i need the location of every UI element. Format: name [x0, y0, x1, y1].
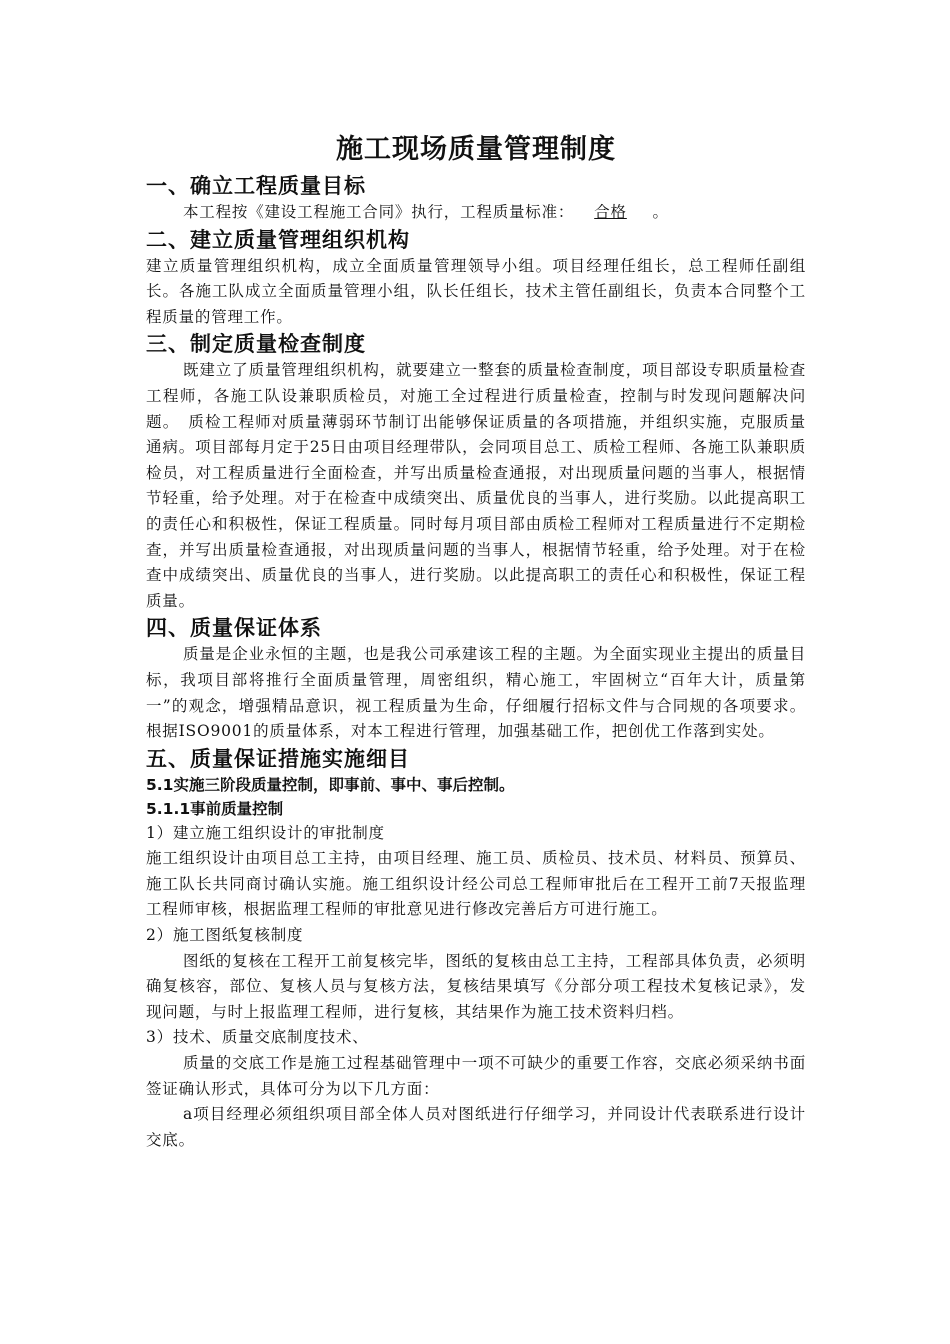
- item-3-body: 质量的交底工作是施工过程基础管理中一项不可缺少的重要工作容，交底必须采纳书面签证确认形式，具体可分为以下几方面：: [146, 1054, 806, 1098]
- section-2-paragraph: 建立质量管理组织机构，成立全面质量管理领导小组。项目经理任组长，总工程师任副组长。各施工队成立全面质量管理小组，队长任组长，技术主管任副组长，负责本合同整个工程质量的管理工作。: [146, 256, 806, 326]
- section-4-paragraph: 质量是企业永恒的主题，也是我公司承建该工程的主题。为全面实现业主提出的质量目标，我项目部将推行全面质量管理，周密组织，精心施工，牢固树立“百年大计，质量第一”的观念，增强精品意识，视工程质量为生命，仔细履行招标文件与合同规的各项要求。根据ISO9001的质量体系，对本工程进行管理，加强基础工作，把创优工作落到实处。: [146, 645, 806, 741]
- item-3-title: 3）技术、质量交底制度技术、: [146, 1028, 369, 1047]
- subsection-5-1-heading: 5.1实施三阶段质量控制，即事前、事中、事后控制。: [146, 775, 515, 794]
- quality-standard-prefix: 本工程按《建设工程施工合同》执行，工程质量标准：: [183, 203, 575, 221]
- document-body: [146, 128, 806, 1153]
- document-title: 施工现场质量管理制度: [336, 134, 616, 165]
- section-5-heading: 五、质量保证措施实施细目: [146, 745, 410, 771]
- item-1-title: 1）建立施工组织设计的审批制度: [146, 823, 385, 842]
- section-3-paragraph: 既建立了质量管理组织机构，就要建立一整套的质量检查制度，项目部设专职质量检查工程师，各施工队设兼职质检员，对施工全过程进行质量检查，控制与时发现问题解决问题。 质检工程师对质量薄弱环节制订出能够保证质量的各项措施，并组织实施，克服质量通病。项目部每月定于25日由项目经理带队，会同项目总工、质检工程师、各施工队兼职质检员，对工程质量进行全面检查，并写出质量检查通报，对出现质量问题的当事人，根据情节轻重，给予处理。对于在检查中成绩突出、质量优良的当事人，进行奖励。以此提高职工的责任心和积极性，保证工程质量。同时每月项目部由质检工程师对工程质量进行不定期检查，并写出质量检查通报，对出现质量问题的当事人，根据情节轻重，给予处理。对于在检查中成绩突出、质量优良的当事人，进行奖励。以此提高职工的责任心和积极性，保证工程质量。: [146, 361, 806, 610]
- item-2-body: 图纸的复核在工程开工前复核完毕，图纸的复核由总工主持，工程部具体负责，必须明确复核容，部位、复核人员与复核方法，复核结果填写《分部分项工程技术复核记录》，发现问题，与时上报监理工程师，进行复核，其结果作为施工技术资料归档。: [146, 951, 806, 1021]
- section-3-heading: 三、制定质量检查制度: [146, 331, 366, 357]
- quality-standard-suffix: 。: [646, 203, 669, 221]
- quality-standard-value: 合格: [594, 203, 627, 221]
- section-2-heading: 二、建立质量管理组织机构: [146, 226, 410, 252]
- item-2-title: 2）施工图纸复核制度: [146, 926, 304, 945]
- item-3-point-a: a项目经理必须组织项目部全体人员对图纸进行仔细学习，并同设计代表联系进行设计交底。: [146, 1105, 806, 1149]
- section-1-paragraph: [146, 200, 806, 226]
- item-1-body: 施工组织设计由项目总工主持，由项目经理、施工员、质检员、技术员、材料员、预算员、施工队长共同商讨确认实施。施工组织设计经公司总工程师审批后在工程开工前7天报监理工程师审核，根据监理工程师的审批意见进行修改完善后方可进行施工。: [146, 849, 806, 919]
- section-1-heading: 一、确立工程质量目标: [146, 173, 366, 198]
- subsection-5-1-1-heading: 5.1.1事前质量控制: [146, 799, 284, 818]
- section-4-heading: 四、质量保证体系: [146, 615, 322, 641]
